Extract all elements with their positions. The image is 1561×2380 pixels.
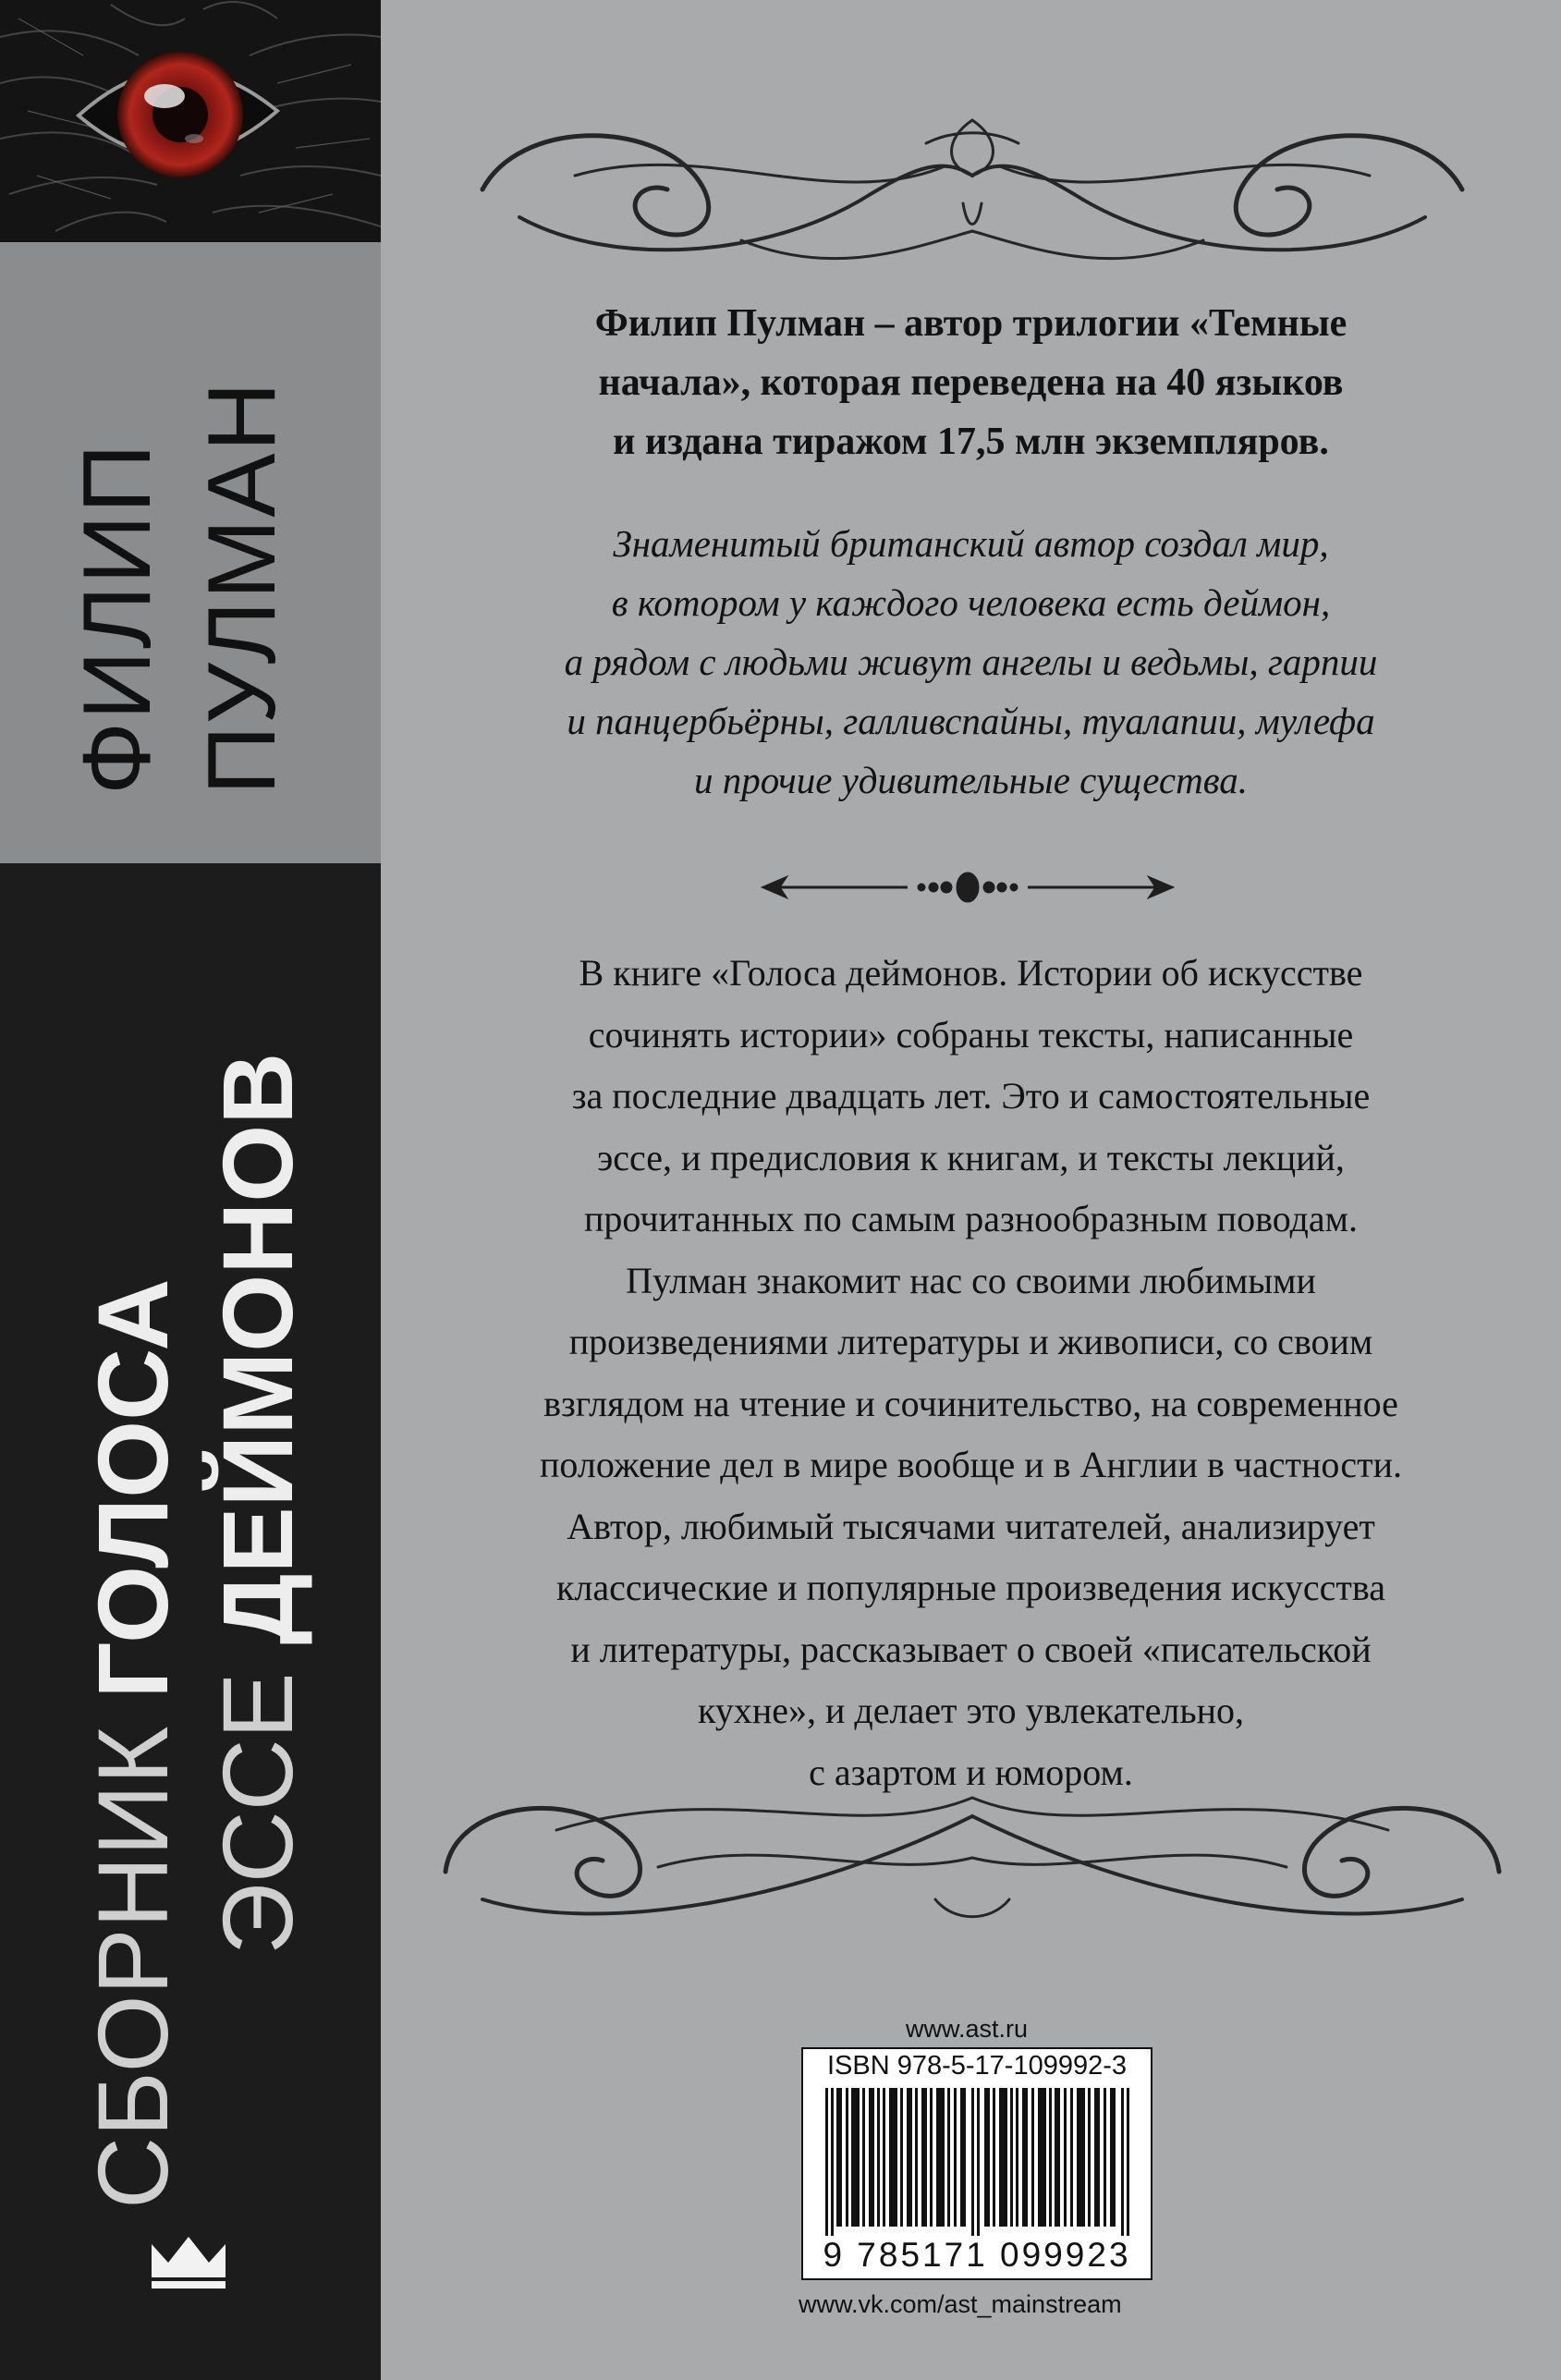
spine-title-word-2: ДЕЙМОНОВ	[201, 1052, 313, 1645]
book-description-paragraph	[381, 943, 1561, 1803]
isbn-number: ISBN 978-5-17-109992-3	[826, 2051, 1128, 2081]
spine-title-prefix-1: СБОРНИК	[77, 1698, 189, 2209]
back-cover	[381, 0, 1561, 2380]
italic-line: и прочие удивительные существа.	[693, 759, 1248, 801]
world-description-paragraph	[381, 514, 1561, 810]
italic-line: в котором у каждого человека есть деймон,	[611, 581, 1331, 624]
spine-title-line-2	[201, 1052, 313, 1955]
italic-line: Знаменитый британский автор создал мир,	[613, 522, 1329, 565]
bottom-flourish-ornament	[418, 1761, 1527, 1936]
description-line: кухне», и делает это увлекательно,	[697, 1690, 1245, 1731]
isbn-barcode-box	[801, 2047, 1152, 2280]
spine-title-band	[0, 863, 381, 2380]
barcode-icon	[818, 2088, 1140, 2236]
italic-line: а рядом с людьми живут ангелы и ведьмы, гарпии	[564, 641, 1378, 683]
description-line: с азартом и юмором.	[809, 1751, 1133, 1793]
description-line: и литературы, рассказывает о своей «писательской	[570, 1628, 1372, 1670]
author-intro-paragraph	[381, 294, 1561, 471]
spine-author-first-name: ФИЛИП	[64, 442, 171, 795]
spine	[0, 0, 381, 2380]
description-line: произведениями литературы и живописи, со своим	[568, 1321, 1373, 1362]
description-line: Пулман знакомит нас со своими любимыми	[626, 1259, 1316, 1301]
divider-ornament	[760, 860, 1176, 915]
top-flourish-ornament	[464, 102, 1481, 287]
description-line: сочинять истории» собраны тексты, написанные	[588, 1013, 1354, 1056]
vk-link: www.vk.com/ast_mainstream	[799, 2290, 1122, 2318]
intro-line: и издана тиражом 17,5 млн экземпляров.	[613, 421, 1329, 463]
description-line: прочитанных по самым разнообразным поводам.	[584, 1198, 1358, 1239]
description-line: Автор, любимый тысячами читателей, анализирует	[567, 1505, 1375, 1547]
intro-line: начала», которая переведена на 40 языков	[598, 361, 1344, 404]
intro-line: Филип Пулман – автор трилогии «Темные	[594, 302, 1348, 345]
description-line: классические и популярные произведения искусства	[555, 1567, 1386, 1608]
italic-line: и панцербьёрны, галливспайны, туалапии, мулефа	[567, 700, 1375, 742]
publisher-website: www.ast.ru	[906, 2015, 1029, 2043]
description-line: за последние двадцать лет. Это и самостоятельные	[571, 1075, 1371, 1117]
description-line: взглядом на чтение и сочинительство, на современное	[543, 1382, 1398, 1424]
description-line: В книге «Голоса деймонов. Истории об искусстве	[579, 952, 1363, 994]
spine-title-word-1: ГОЛОСА	[77, 1278, 189, 1699]
eye-illustration	[0, 0, 381, 242]
description-line: эссе, и предисловия к книгам, и тексты лекций,	[597, 1136, 1345, 1178]
spine-title-prefix-2: ЭССЕ	[201, 1644, 313, 1955]
crown-logo-icon	[148, 2235, 229, 2290]
spine-title-line-1	[77, 1278, 189, 2209]
spine-author-last-name: ПУЛМАН	[189, 380, 296, 795]
description-line: положение дел в мире вообще и в Англии в частности.	[540, 1444, 1402, 1485]
spine-eye-artwork	[0, 0, 381, 242]
barcode-digits: 9 785171 099923	[823, 2236, 1131, 2274]
